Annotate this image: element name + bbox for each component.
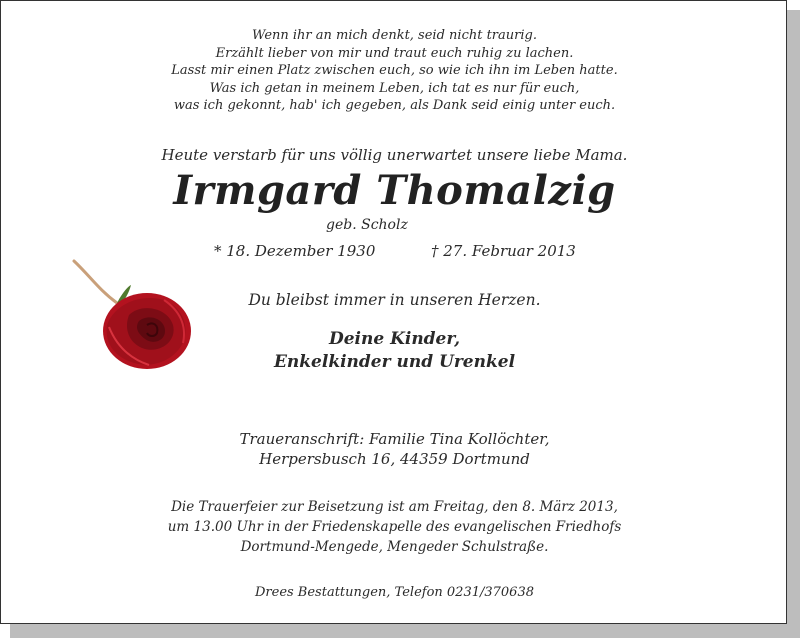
ceremony-line: Dortmund-Mengede, Mengeder Schulstraße. xyxy=(240,539,549,555)
ceremony-line: um 13.00 Uhr in der Friedenskapelle des evangelischen Friedhofs xyxy=(167,519,622,535)
address-line: Herpersbusch 16, 44359 Dortmund xyxy=(259,450,530,468)
poem xyxy=(1,27,788,115)
signers xyxy=(1,328,788,374)
poem-line: Erzählt lieber von mir und traut euch ruhig zu lachen. xyxy=(215,45,574,61)
ceremony-line: Die Trauerfeier zur Beisetzung ist am Freitag, den 8. März 2013, xyxy=(171,499,618,515)
intro-text: Heute verstarb für uns völlig unerwartet unsere liebe Mama. xyxy=(161,146,628,164)
death-date: † 27. Februar 2013 xyxy=(431,242,576,260)
poem-line: Lasst mir einen Platz zwischen euch, so wie ich ihn im Leben hatte. xyxy=(171,63,618,78)
undertaker-contact: Drees Bestattungen, Telefon 0231/370638 xyxy=(254,585,534,600)
poem-line: Wenn ihr an mich denkt, seid nicht traurig. xyxy=(252,28,537,43)
memory-line: Du bleibst immer in unseren Herzen. xyxy=(248,291,541,309)
mourning-address xyxy=(1,429,788,469)
address-line: Traueranschrift: Familie Tina Kollöchter, xyxy=(239,430,550,448)
signers-line: Deine Kinder, xyxy=(328,329,461,349)
poem-line: Was ich getan in meinem Leben, ich tat es nur für euch, xyxy=(209,80,580,96)
ceremony-info xyxy=(1,497,788,557)
birth-date: * 18. Dezember 1930 xyxy=(214,242,376,260)
signers-line: Enkelkinder und Urenkel xyxy=(273,352,516,372)
poem-line: was ich gekonnt, hab' ich gegeben, als Dank seid einig unter euch. xyxy=(173,98,616,113)
deceased-name: Irmgard Thomalzig xyxy=(173,167,616,214)
maiden-name: geb. Scholz xyxy=(326,217,408,233)
